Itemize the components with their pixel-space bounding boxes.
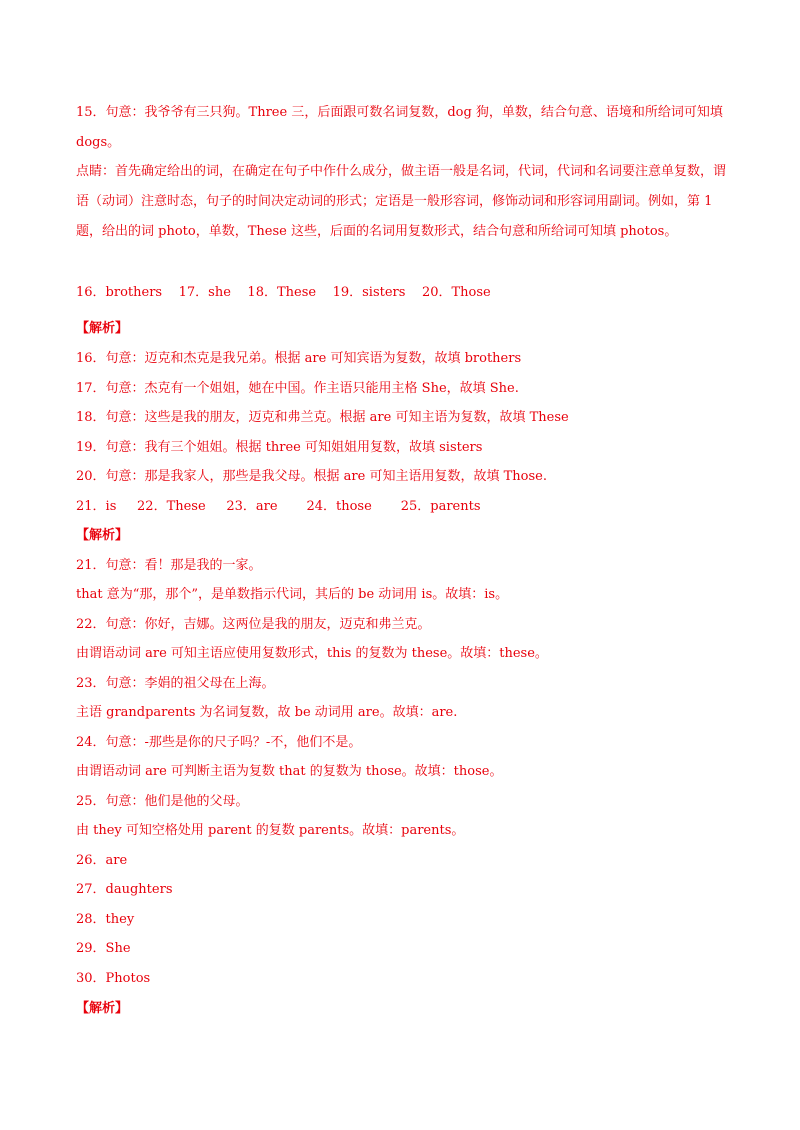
explanation-21: 21．句意：看！那是我的一家。: [76, 558, 262, 573]
explanation-25-detail: 由 they 可知空格处用 parent 的复数 parents。故填：parents。: [76, 823, 465, 838]
answer-26: 26．are: [76, 853, 128, 868]
explanation-20: 20．句意：那是我家人，那些是我父母。根据 are 可知主语用复数，故填 Those.: [76, 469, 547, 484]
explanation-23-detail: 主语 grandparents 为名词复数，故 be 动词用 are。故填：are.: [76, 705, 458, 720]
answer-29: 29．She: [76, 941, 131, 956]
answer-28: 28．they: [76, 912, 135, 927]
explanation-23: 23．句意：李娟的祖父母在上海。: [76, 676, 275, 691]
explanation-19: 19．句意：我有三个姐姐。根据 three 可知姐姐用复数，故填 sisters: [76, 440, 483, 455]
answer-15-explanation: 15．句意：我爷爷有三只狗。Three 三，后面跟可数名词复数，dog 狗，单数，结合句意、语境和所给词可知填 dogs。: [76, 105, 723, 150]
jiexi-heading: 【解析】: [76, 1001, 129, 1016]
explanation-24: 24．句意：-那些是你的尺子吗？-不，他们不是。: [76, 735, 362, 750]
explanation-17: 17．句意：杰克有一个姐姐，她在中国。作主语只能用主格 She，故填 She.: [76, 381, 519, 396]
jiexi-heading: 【解析】: [76, 528, 129, 543]
explanation-18: 18．句意：这些是我的朋友，迈克和弗兰克。根据 are 可知主语为复数，故填 These: [76, 410, 569, 425]
answers-16-20: 16．brothers 17．she 18．These 19．sisters 20．Those: [76, 285, 491, 300]
answer-27: 27．daughters: [76, 882, 173, 897]
dianjing-note: 点睛：首先确定给出的词，在确定在句子中作什么成分，做主语一般是名词，代词，代词和名词要注意单复数，谓语（动词）注意时态，句子的时间决定动词的形式；定语是一般形容词，修饰动词和形容词用副词。例如，第 1 题，给出的词 photo，单数，These 这些，后面的名词用复数形式，结合句意和所给词可知填 photos。: [76, 164, 727, 239]
jiexi-heading: 【解析】: [76, 321, 129, 336]
explanation-22: 22．句意：你好，吉娜。这两位是我的朋友，迈克和弗兰克。: [76, 617, 431, 632]
explanation-21-detail: that 意为“那，那个”，是单数指示代词，其后的 be 动词用 is。故填：is。: [76, 587, 509, 602]
explanation-24-detail: 由谓语动词 are 可判断主语为复数 that 的复数为 those。故填：those。: [76, 764, 503, 779]
explanation-22-detail: 由谓语动词 are 可知主语应使用复数形式，this 的复数为 these。故填：these。: [76, 646, 548, 661]
explanation-25: 25．句意：他们是他的父母。: [76, 794, 249, 809]
explanation-16: 16．句意：迈克和杰克是我兄弟。根据 are 可知宾语为复数，故填 brothers: [76, 351, 522, 366]
answer-30: 30．Photos: [76, 971, 151, 986]
answers-21-25: 21．is 22．These 23．are 24．those 25．parents: [76, 499, 481, 514]
